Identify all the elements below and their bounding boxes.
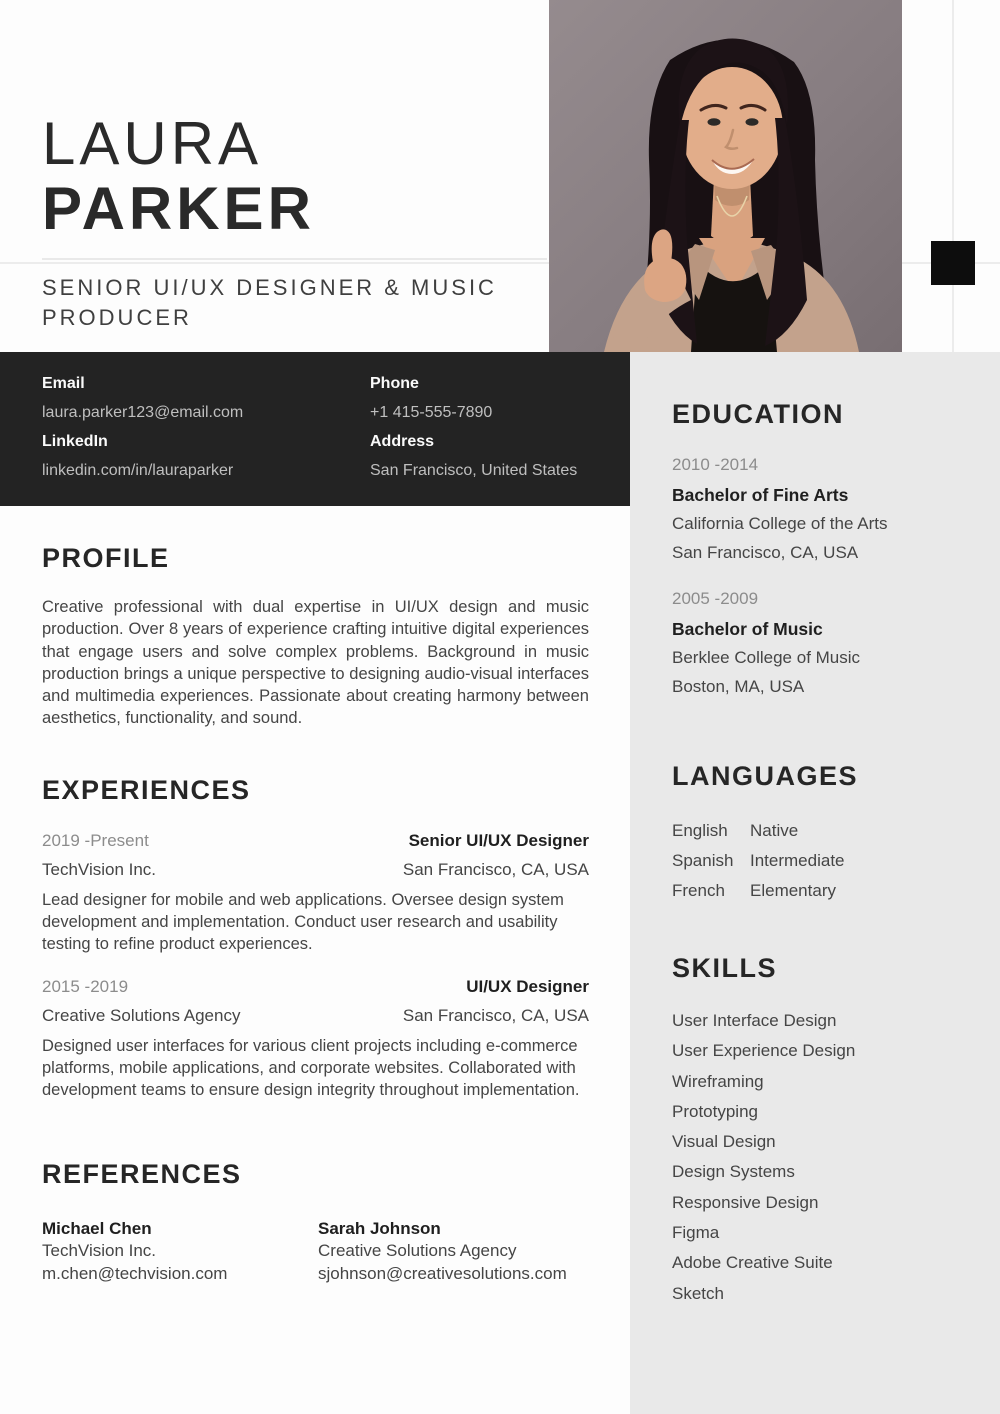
skill-item: User Experience Design: [672, 1041, 856, 1061]
education-school: Berklee College of Music: [672, 648, 861, 667]
experience-description: Lead designer for mobile and web applications. Oversee design system development and implementation. Conduct user research and usability testing to refine product experiences.: [42, 890, 564, 954]
education-heading: EDUCATION: [672, 399, 844, 429]
references-heading: REFERENCES: [42, 1158, 242, 1189]
experience-location: San Francisco, CA, USA: [402, 859, 589, 879]
header: [42, 112, 542, 333]
skill-item: User Interface Design: [672, 1011, 837, 1030]
reference-company: TechVision Inc.: [42, 1241, 157, 1261]
skill-item: Visual Design: [672, 1132, 776, 1152]
languages-table: [672, 820, 980, 902]
education-degree: Bachelor of Music: [672, 619, 823, 639]
skill-item: Sketch: [672, 1283, 724, 1303]
education-entry: [672, 454, 980, 564]
skill-item: Prototyping: [672, 1101, 758, 1121]
experience-title: UI/UX Designer: [466, 976, 589, 996]
experience-period: 2019 -Present: [42, 830, 149, 850]
skill-item: Figma: [672, 1223, 720, 1243]
reference-entry: [42, 1218, 318, 1286]
address-value: San Francisco, United States: [370, 462, 578, 479]
language-name: Spanish: [672, 851, 734, 870]
education-school: California College of the Arts: [672, 514, 888, 533]
profile-photo: [549, 0, 902, 352]
contact-linkedin: [42, 427, 370, 485]
contact-phone: [370, 369, 630, 427]
skill-item: Adobe Creative Suite: [672, 1253, 833, 1273]
portrait-illustration: [549, 0, 902, 352]
education-degree: Bachelor of Fine Arts: [672, 485, 849, 505]
language-level: Native: [750, 821, 799, 840]
profile-heading: PROFILE: [42, 543, 170, 573]
profile-text: Creative professional with dual expertise in UI/UX design and music production. Over 8 years of experience crafting intuitive digital experiences that engage users and solve complex problems. Background in music production brings a unique perspective to designing audio-visual interfaces and multimedia experiences. Passionate about creating harmony between aesthetics, functionality, and sound.: [42, 598, 589, 728]
experience-title: Senior UI/UX Designer: [408, 830, 589, 850]
education-entry: [672, 588, 980, 698]
reference-name: Sarah Johnson: [318, 1218, 441, 1238]
experience-header-row: [42, 830, 589, 852]
education-location: San Francisco, CA, USA: [672, 543, 859, 562]
sidebar: [630, 352, 1000, 1414]
last-name: PARKER: [42, 175, 315, 242]
experiences-heading: EXPERIENCES: [42, 774, 251, 805]
education-location: Boston, MA, USA: [672, 677, 805, 696]
reference-company: Creative Solutions Agency: [318, 1241, 517, 1261]
experience-location: San Francisco, CA, USA: [402, 1005, 589, 1025]
experience-entry: [42, 830, 589, 956]
skill-item: Design Systems: [672, 1162, 795, 1182]
accent-square: [931, 241, 975, 285]
reference-name: Michael Chen: [42, 1218, 152, 1238]
reference-entry: [318, 1218, 589, 1286]
languages-heading: LANGUAGES: [672, 761, 859, 791]
experience-company: Creative Solutions Agency: [42, 1005, 241, 1025]
experience-subheader-row: [42, 1005, 589, 1027]
phone-label: Phone: [370, 375, 419, 392]
experience-company: TechVision Inc.: [42, 859, 157, 879]
job-title: SENIOR UI/UX DESIGNER & MUSIC PRODUCER: [42, 275, 497, 330]
phone-value: +1 415-555-7890: [370, 404, 493, 421]
education-period: 2005 -2009: [672, 589, 759, 608]
skills-list: [672, 1006, 980, 1309]
experience-period: 2015 -2019: [42, 976, 129, 996]
language-level: Elementary: [750, 881, 836, 900]
contact-bar: [0, 352, 630, 506]
reference-email[interactable]: m.chen@techvision.com: [42, 1263, 228, 1283]
candidate-name: [42, 112, 542, 242]
skills-heading: SKILLS: [672, 953, 778, 983]
skill-item: Wireframing: [672, 1071, 764, 1091]
main-column: [42, 506, 589, 1285]
experience-entry: [42, 976, 589, 1102]
experience-subheader-row: [42, 859, 589, 881]
linkedin-label: LinkedIn: [42, 433, 108, 450]
language-level: Intermediate: [750, 851, 845, 870]
education-period: 2010 -2014: [672, 455, 759, 474]
reference-email[interactable]: sjohnson@creativesolutions.com: [318, 1263, 567, 1283]
address-label: Address: [370, 433, 435, 450]
contact-grid: [42, 369, 630, 485]
email-value[interactable]: laura.parker123@email.com: [42, 404, 244, 421]
contact-email: [42, 369, 370, 427]
experience-header-row: [42, 976, 589, 998]
contact-address: [370, 427, 630, 485]
background-grid-line-vertical: [952, 0, 954, 352]
linkedin-value[interactable]: linkedin.com/in/lauraparker: [42, 462, 234, 479]
language-name: French: [672, 881, 725, 900]
email-label: Email: [42, 375, 85, 392]
name-divider: [42, 258, 547, 260]
skill-item: Responsive Design: [672, 1192, 819, 1212]
references-grid: [42, 1218, 589, 1286]
first-name: LAURA: [42, 110, 263, 177]
language-name: English: [672, 821, 728, 840]
experience-description: Designed user interfaces for various client projects including e-commerce platforms, mobile applications, and corporate websites. Collaborated with development teams to ensure design integrity throughout implementation.: [42, 1036, 580, 1100]
